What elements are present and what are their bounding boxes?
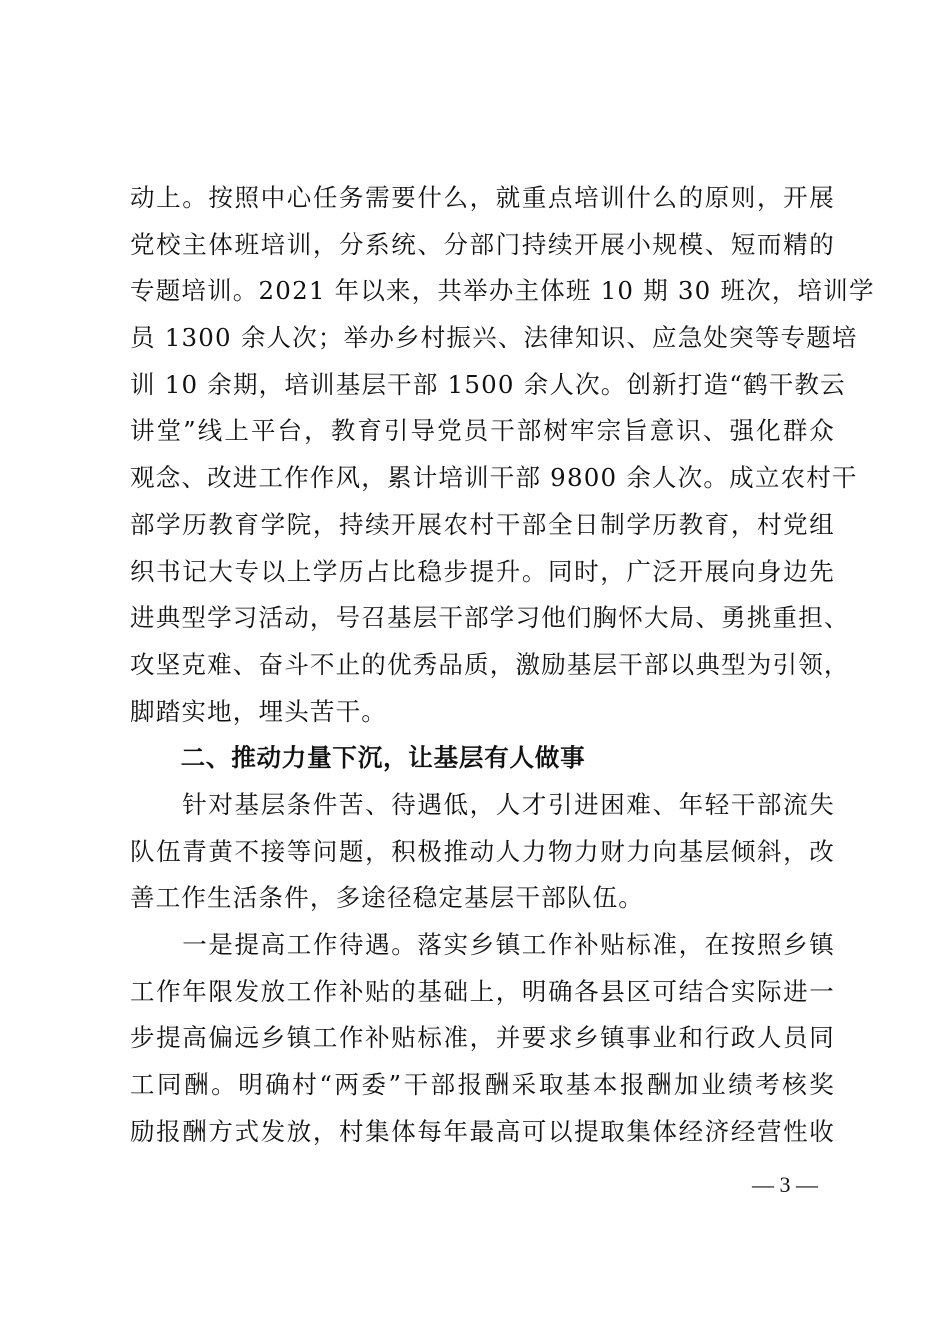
text-line: 励报酬方式发放，村集体每年最高可以提取集体经济经营性收 bbox=[130, 1116, 835, 1146]
text-line: 善工作生活条件，多途径稳定基层干部队伍。 bbox=[130, 883, 644, 913]
body-text bbox=[130, 175, 875, 1155]
section-heading: 二、推动力量下沉，让基层有人做事 bbox=[130, 743, 586, 773]
page-number: — 3 — bbox=[752, 1172, 818, 1197]
text-line: 动上。按照中心任务需要什么，就重点培训什么的原则，开展 bbox=[130, 183, 835, 212]
text-line: 攻坚克难、奋斗不止的优秀品质，激励基层干部以典型为引领， bbox=[130, 649, 850, 679]
text-line: 一是提高工作待遇。落实乡镇工作补贴标准，在按照乡镇 bbox=[130, 930, 835, 959]
text-line: 脚踏实地，埋头苦干。 bbox=[130, 696, 387, 726]
text-line: 进典型学习活动，号召基层干部学习他们胸怀大局、勇挑重担、 bbox=[130, 603, 850, 633]
text-line: 针对基层条件苦、待遇低，人才引进困难、年轻干部流失 bbox=[130, 789, 835, 819]
text-line: 步提高偏远乡镇工作补贴标准，并要求乡镇事业和行政人员同 bbox=[130, 1023, 835, 1053]
text-line: 织书记大专以上学历占比稳步提升。同时，广泛开展向身边先 bbox=[130, 556, 835, 586]
text-line: 专题培训。2021 年以来，共举办主体班 10 期 30 班次，培训学 bbox=[130, 276, 875, 306]
text-line: 工同酬。明确村“两委”干部报酬采取基本报酬加业绩考核奖 bbox=[130, 1070, 835, 1100]
text-line: 观念、改进工作作风，累计培训干部 9800 余人次。成立农村干 bbox=[130, 463, 858, 493]
text-line: 工作年限发放工作补贴的基础上，明确各县区可结合实际进一 bbox=[130, 976, 835, 1006]
text-line: 训 10 余期，培训基层干部 1500 余人次。创新打造“鹤干教云 bbox=[130, 369, 846, 399]
text-line: 党校主体班培训，分系统、分部门持续开展小规模、短而精的 bbox=[130, 229, 835, 259]
text-line: 员 1300 余人次；举办乡村振兴、法律知识、应急处突等专题培 bbox=[130, 323, 858, 353]
text-line: 队伍青黄不接等问题，积极推动人力物力财力向基层倾斜，改 bbox=[130, 836, 835, 866]
text-line: 讲堂”线上平台，教育引导党员干部树牢宗旨意识、强化群众 bbox=[130, 416, 835, 446]
text-line: 部学历教育学院，持续开展农村干部全日制学历教育，村党组 bbox=[130, 509, 835, 539]
